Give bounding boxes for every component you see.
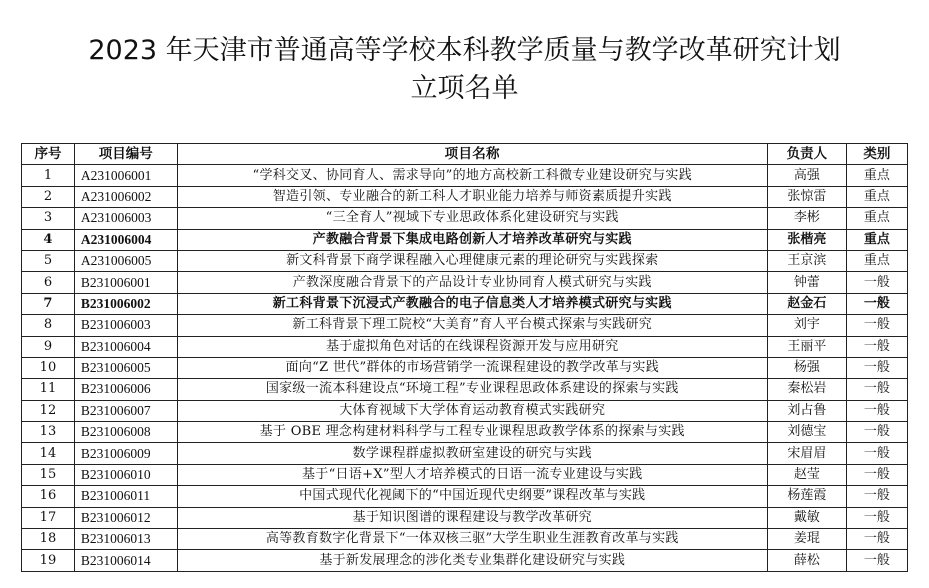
header-code: 项目编号 bbox=[74, 144, 177, 165]
owner-cell: 杨强 bbox=[767, 357, 846, 378]
project-code-cell: B231006003 bbox=[74, 315, 177, 336]
project-name-cell: “学科交叉、协同育人、需求导向”的地方高校新工科微专业建设研究与实践 bbox=[177, 165, 767, 186]
table-row bbox=[22, 165, 908, 186]
project-code-cell: B231006002 bbox=[74, 293, 177, 314]
project-name-cell: 新文科背景下商学课程融入心理健康元素的理论研究与实践探索 bbox=[177, 250, 767, 271]
header-owner: 负责人 bbox=[767, 144, 846, 165]
seq-cell: 6 bbox=[22, 272, 75, 293]
category-cell: 一般 bbox=[846, 550, 907, 571]
seq-cell: 4 bbox=[22, 229, 75, 250]
category-cell: 一般 bbox=[846, 529, 907, 550]
category-cell: 重点 bbox=[846, 250, 907, 271]
project-code-cell: B231006005 bbox=[74, 357, 177, 378]
header-name: 项目名称 bbox=[177, 144, 767, 165]
table-row bbox=[22, 250, 908, 271]
table-row bbox=[22, 379, 908, 400]
project-name-cell: 基于新发展理念的涉化类专业集群化建设研究与实践 bbox=[177, 550, 767, 571]
category-cell: 重点 bbox=[846, 208, 907, 229]
category-cell: 一般 bbox=[846, 464, 907, 485]
owner-cell: 杨莲霞 bbox=[767, 486, 846, 507]
project-code-cell: B231006004 bbox=[74, 336, 177, 357]
project-name-cell: 中国式现代化视阈下的“中国近现代史纲要”课程改革与实践 bbox=[177, 486, 767, 507]
table-row bbox=[22, 336, 908, 357]
category-cell: 一般 bbox=[846, 443, 907, 464]
category-cell: 一般 bbox=[846, 272, 907, 293]
seq-cell: 14 bbox=[22, 443, 75, 464]
project-code-cell: B231006006 bbox=[74, 379, 177, 400]
project-code-cell: A231006004 bbox=[74, 229, 177, 250]
category-cell: 重点 bbox=[846, 229, 907, 250]
project-code-cell: A231006002 bbox=[74, 186, 177, 207]
table-header-row bbox=[22, 144, 908, 165]
category-cell: 一般 bbox=[846, 315, 907, 336]
project-code-cell: B231006007 bbox=[74, 400, 177, 421]
table-row bbox=[22, 550, 908, 571]
table-row bbox=[22, 229, 908, 250]
owner-cell: 李彬 bbox=[767, 208, 846, 229]
project-name-cell: 国家级一流本科建设点“环境工程”专业课程思政体系建设的探索与实践 bbox=[177, 379, 767, 400]
owner-cell: 刘德宝 bbox=[767, 422, 846, 443]
seq-cell: 8 bbox=[22, 315, 75, 336]
header-seq: 序号 bbox=[22, 144, 75, 165]
seq-cell: 17 bbox=[22, 507, 75, 528]
seq-cell: 12 bbox=[22, 400, 75, 421]
owner-cell: 宋眉眉 bbox=[767, 443, 846, 464]
table-row bbox=[22, 507, 908, 528]
owner-cell: 钟蕾 bbox=[767, 272, 846, 293]
seq-cell: 11 bbox=[22, 379, 75, 400]
category-cell: 一般 bbox=[846, 336, 907, 357]
table-row bbox=[22, 357, 908, 378]
owner-cell: 王京滨 bbox=[767, 250, 846, 271]
seq-cell: 19 bbox=[22, 550, 75, 571]
table-row bbox=[22, 400, 908, 421]
project-name-cell: 基于 OBE 理念构建材料科学与工程专业课程思政教学体系的探索与实践 bbox=[177, 422, 767, 443]
seq-cell: 10 bbox=[22, 357, 75, 378]
project-name-cell: 产教深度融合背景下的产品设计专业协同育人模式研究与实践 bbox=[177, 272, 767, 293]
table-row bbox=[22, 186, 908, 207]
project-code-cell: B231006012 bbox=[74, 507, 177, 528]
seq-cell: 2 bbox=[22, 186, 75, 207]
seq-cell: 3 bbox=[22, 208, 75, 229]
project-code-cell: B231006013 bbox=[74, 529, 177, 550]
project-code-cell: B231006001 bbox=[74, 272, 177, 293]
project-name-cell: 智造引领、专业融合的新工科人才职业能力培养与师资素质提升实践 bbox=[177, 186, 767, 207]
project-name-cell: 基于虚拟角色对话的在线课程资源开发与应用研究 bbox=[177, 336, 767, 357]
project-code-cell: A231006003 bbox=[74, 208, 177, 229]
owner-cell: 秦松岩 bbox=[767, 379, 846, 400]
project-list-table bbox=[21, 143, 908, 572]
project-name-cell: 高等教育数字化背景下“一体双核三驱”大学生职业生涯教育改革与实践 bbox=[177, 529, 767, 550]
seq-cell: 5 bbox=[22, 250, 75, 271]
category-cell: 一般 bbox=[846, 422, 907, 443]
project-code-cell: B231006014 bbox=[74, 550, 177, 571]
owner-cell: 戴敏 bbox=[767, 507, 846, 528]
table-row bbox=[22, 443, 908, 464]
project-code-cell: B231006009 bbox=[74, 443, 177, 464]
table-row bbox=[22, 293, 908, 314]
header-category: 类别 bbox=[846, 144, 907, 165]
category-cell: 重点 bbox=[846, 165, 907, 186]
document-title-line-2: 立项名单 bbox=[410, 73, 519, 104]
owner-cell: 张惊雷 bbox=[767, 186, 846, 207]
table-row bbox=[22, 422, 908, 443]
table-row bbox=[22, 464, 908, 485]
project-code-cell: A231006001 bbox=[74, 165, 177, 186]
category-cell: 一般 bbox=[846, 293, 907, 314]
project-name-cell: 基于“日语+X”型人才培养模式的日语一流专业建设与实践 bbox=[177, 464, 767, 485]
owner-cell: 高强 bbox=[767, 165, 846, 186]
seq-cell: 7 bbox=[22, 293, 75, 314]
seq-cell: 1 bbox=[22, 165, 75, 186]
seq-cell: 18 bbox=[22, 529, 75, 550]
project-code-cell: B231006008 bbox=[74, 422, 177, 443]
table-row bbox=[22, 272, 908, 293]
seq-cell: 9 bbox=[22, 336, 75, 357]
owner-cell: 姜琨 bbox=[767, 529, 846, 550]
document-title-line-1: 2023 年天津市普通高等学校本科教学质量与教学改革研究计划 bbox=[88, 35, 841, 66]
seq-cell: 13 bbox=[22, 422, 75, 443]
category-cell: 一般 bbox=[846, 357, 907, 378]
table-body bbox=[22, 165, 908, 571]
project-code-cell: A231006005 bbox=[74, 250, 177, 271]
project-name-cell: 新工科背景下理工院校“大美育”育人平台模式探索与实践研究 bbox=[177, 315, 767, 336]
owner-cell: 张楷亮 bbox=[767, 229, 846, 250]
project-name-cell: 基于知识图谱的课程建设与教学改革研究 bbox=[177, 507, 767, 528]
owner-cell: 赵莹 bbox=[767, 464, 846, 485]
category-cell: 重点 bbox=[846, 186, 907, 207]
owner-cell: 薛松 bbox=[767, 550, 846, 571]
category-cell: 一般 bbox=[846, 379, 907, 400]
table-row bbox=[22, 315, 908, 336]
project-name-cell: 新工科背景下沉浸式产教融合的电子信息类人才培养模式研究与实践 bbox=[177, 293, 767, 314]
project-code-cell: B231006011 bbox=[74, 486, 177, 507]
project-name-cell: 大体育视域下大学体育运动教育模式实践研究 bbox=[177, 400, 767, 421]
project-name-cell: 产教融合背景下集成电路创新人才培养改革研究与实践 bbox=[177, 229, 767, 250]
owner-cell: 赵金石 bbox=[767, 293, 846, 314]
category-cell: 一般 bbox=[846, 507, 907, 528]
table-row bbox=[22, 529, 908, 550]
category-cell: 一般 bbox=[846, 400, 907, 421]
project-name-cell: “三全育人”视域下专业思政体系化建设研究与实践 bbox=[177, 208, 767, 229]
project-name-cell: 数学课程群虚拟教研室建设的研究与实践 bbox=[177, 443, 767, 464]
table-row bbox=[22, 208, 908, 229]
seq-cell: 15 bbox=[22, 464, 75, 485]
owner-cell: 王丽平 bbox=[767, 336, 846, 357]
project-code-cell: B231006010 bbox=[74, 464, 177, 485]
owner-cell: 刘宇 bbox=[767, 315, 846, 336]
seq-cell: 16 bbox=[22, 486, 75, 507]
owner-cell: 刘占鲁 bbox=[767, 400, 846, 421]
project-name-cell: 面向“Z 世代”群体的市场营销学一流课程建设的教学改革与实践 bbox=[177, 357, 767, 378]
category-cell: 一般 bbox=[846, 486, 907, 507]
table-row bbox=[22, 486, 908, 507]
